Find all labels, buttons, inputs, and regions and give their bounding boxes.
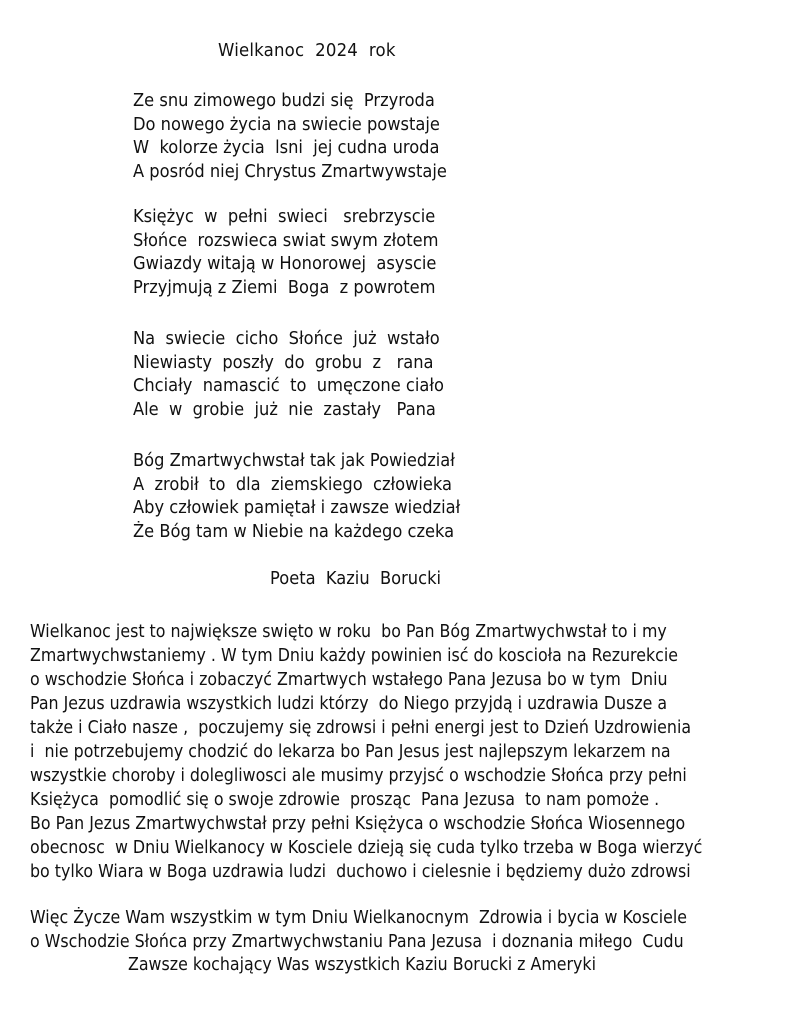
poem-line: Że Bóg tam w Niebie na każdego czeka: [133, 521, 455, 542]
prose-line: o Wschodzie Słońca przy Zmartwychwstaniu Pana Jezusa i doznania miłego Cudu: [30, 932, 684, 952]
poem-line: A zrobił to dla ziemskiego człowieka: [133, 474, 453, 495]
document-title: Wielkanoc 2024 rok: [218, 40, 396, 61]
poem-stanza-4: [133, 450, 485, 544]
poem-line: A posród niej Chrystus Zmartwywstaje: [133, 161, 447, 182]
prose-line: Zmartwychwstaniemy . W tym Dniu każdy powinien isć do koscioła na Rezurekcie: [30, 646, 678, 666]
prose-line: także i Ciało nasze , poczujemy się zdrowsi i pełni energi jest to Dzień Uzdrowienia: [30, 718, 692, 738]
poem-line: Przyjmują z Ziemi Boga z powrotem: [133, 277, 436, 298]
poem-line: Aby człowiek pamiętał i zawsze wiedział: [133, 498, 461, 518]
prose-paragraph-2: [30, 906, 756, 954]
prose-line: Bo Pan Jezus Zmartwychwstał przy pełni Księżyca o wschodzie Słońca Wiosennego: [30, 814, 686, 834]
poem-line: Na swiecie cicho Słońce już wstało: [133, 329, 440, 349]
prose-paragraph-1: [30, 620, 773, 884]
prose-line: wszystkie choroby i dolegliwosci ale musimy przyjsć o wschodzie Słońca przy pełni: [30, 766, 687, 786]
poem-line: Niewiasty poszły do grobu z rana: [133, 352, 434, 373]
poem-stanza-3: [133, 328, 467, 422]
prose-line: obecnosc w Dniu Wielkanocy w Kosciele dzieją się cuda tylko trzeba w Boga wierzyć: [30, 838, 703, 858]
closing-signature: Zawsze kochający Was wszystkich Kaziu Borucki z Ameryki: [128, 955, 596, 975]
prose-line: Księżyca pomodlić się o swoje zdrowie prosząc Pana Jezusa to nam pomoże .: [30, 790, 660, 810]
poem-line: Ze snu zimowego budzi się Przyroda: [133, 91, 435, 111]
poem-line: Gwiazdy witają w Honorowej asyscie: [133, 254, 437, 274]
prose-line: Wielkanoc jest to największe swięto w roku bo Pan Bóg Zmartwychwstał to i my: [30, 622, 667, 642]
poet-signature: Poeta Kaziu Borucki: [270, 569, 442, 589]
poem-line: W kolorze życia lsni jej cudna uroda: [133, 138, 440, 158]
poem-line: Bóg Zmartwychwstał tak jak Powiedział: [133, 451, 455, 471]
prose-line: Więc Życze Wam wszystkim w tym Dniu Wielkanocnym Zdrowia i bycia w Kosciele: [30, 908, 688, 928]
prose-line: Pan Jezus uzdrawia wszystkich ludzi którzy do Niego przyjdą i uzdrawia Dusze a: [30, 694, 668, 714]
poem-stanza-1: [133, 90, 471, 184]
poem-line: Ale w grobie już nie zastały Pana: [133, 399, 436, 420]
prose-line: bo tylko Wiara w Boga uzdrawia ludzi duchowo i cielesnie i będziemy dużo zdrowsi: [30, 862, 691, 882]
poem-line: Chciały namascić to umęczone ciało: [133, 376, 444, 396]
poem-line: Do nowego życia na swiecie powstaje: [133, 114, 440, 135]
poem-line: Słońce rozswieca swiat swym złotem: [133, 230, 439, 251]
prose-line: i nie potrzebujemy chodzić do lekarza bo Pan Jesus jest najlepszym lekarzem na: [30, 742, 671, 762]
prose-line: o wschodzie Słońca i zobaczyć Zmartwych wstałego Pana Jezusa bo w tym Dniu: [30, 670, 668, 690]
poem-stanza-2: [133, 206, 461, 300]
poem-line: Księżyc w pełni swieci srebrzyscie: [133, 207, 436, 227]
